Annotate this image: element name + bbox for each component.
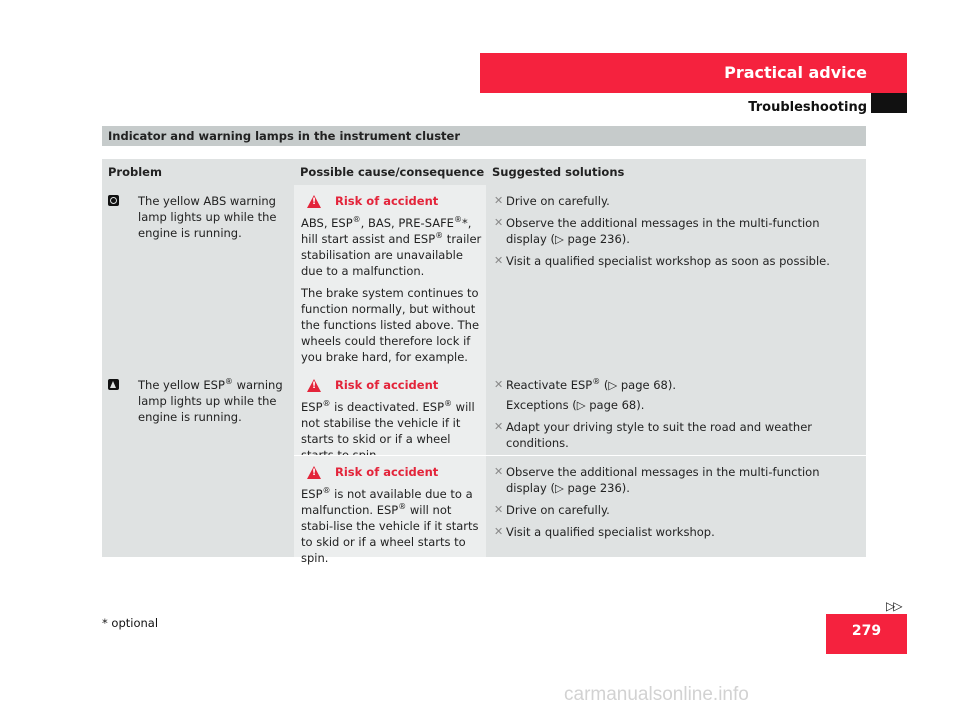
solution-note: Exceptions (▷ page 68). xyxy=(506,398,645,412)
page-number: 279 xyxy=(826,614,907,654)
subsection-title: Troubleshooting xyxy=(748,100,867,115)
warning-triangle-icon xyxy=(307,466,321,479)
table-row xyxy=(102,185,866,369)
solution-step: ✕ Adapt your driving style to suit the road and weather conditions. xyxy=(494,420,812,450)
risk-label: Risk of accident xyxy=(335,465,439,479)
column-header-solutions: Suggested solutions xyxy=(492,165,625,179)
watermark: carmanualsonline.info xyxy=(564,684,749,705)
step-marker-icon: ✕ xyxy=(494,420,504,433)
cause-text: ESP® is deactivated. ESP® will not stabilise the vehicle if it starts to skid or if a wheel xyxy=(301,399,475,446)
step-marker-icon: ✕ xyxy=(494,378,504,391)
solutions-cell xyxy=(486,455,866,557)
cause-cell xyxy=(294,185,486,369)
table-title: Indicator and warning lamps in the instrument cluster xyxy=(102,126,866,146)
cause-cell xyxy=(294,369,486,455)
table-row xyxy=(102,369,866,455)
abs-warning-lamp-icon xyxy=(108,195,119,206)
solution-step: ✕ Drive on carefully. xyxy=(494,503,610,517)
warning-triangle-icon xyxy=(307,379,321,392)
solutions-cell xyxy=(486,185,866,369)
column-header-problem: Problem xyxy=(108,165,162,179)
step-marker-icon: ✕ xyxy=(494,194,504,207)
problem-text: The yellow ABS warning lamp lights up while the engine is running. xyxy=(138,194,277,240)
step-marker-icon: ✕ xyxy=(494,216,504,229)
continue-arrows-icon: ▷▷ xyxy=(886,599,901,613)
solution-step: ✕ Reactivate ESP® (▷ page 68). xyxy=(494,377,677,392)
risk-warning xyxy=(307,193,482,209)
problem-cell xyxy=(102,185,294,369)
table-header xyxy=(102,159,866,185)
problem-text: The yellow ESP® warning lamp lights up while the engine is running. xyxy=(138,377,283,424)
table-row xyxy=(102,455,866,565)
cause-text: ESP® is not available due to a malfunction. ESP® will not stabi-lise the vehicle if it starts to skid or if a wheel starts to spin. xyxy=(301,486,479,565)
warning-triangle-icon xyxy=(307,195,321,208)
cause-text: ABS, ESP®, BAS, PRE-SAFE®*, hill start assist and ESP® trailer stabilisation are unavailable due to a malfunction. xyxy=(301,215,482,278)
section-title: Practical advice xyxy=(480,53,907,93)
step-marker-icon: ✕ xyxy=(494,525,504,538)
header-marker-block xyxy=(871,93,907,113)
solution-step: ✕ Visit a qualified specialist workshop. xyxy=(494,525,715,539)
solution-step: ✕ Observe the additional messages in the multi-function display (▷ page 236). xyxy=(494,216,820,246)
column-header-cause: Possible cause/consequence xyxy=(300,165,485,179)
step-marker-icon: ✕ xyxy=(494,503,504,516)
risk-warning xyxy=(307,464,482,480)
risk-warning xyxy=(307,377,482,393)
risk-label: Risk of accident xyxy=(335,194,439,208)
solution-step: ✕ Visit a qualified specialist workshop as soon as possible. xyxy=(494,254,830,268)
esp-warning-lamp-icon xyxy=(108,379,119,390)
step-marker-icon: ✕ xyxy=(494,254,504,267)
solution-step: ✕ Observe the additional messages in the multi-function display (▷ page 236). xyxy=(494,465,820,495)
solutions-cell xyxy=(486,369,866,455)
footnote: * optional xyxy=(102,616,159,630)
solution-step: ✕ Drive on carefully. xyxy=(494,194,610,208)
risk-label: Risk of accident xyxy=(335,378,439,392)
consequence-text: The brake system continues to function normally, but without the functions listed above. The wheels could therefore lock if you brake hard, for example. xyxy=(301,286,480,364)
step-marker-icon: ✕ xyxy=(494,465,504,478)
cause-cell xyxy=(294,455,486,565)
